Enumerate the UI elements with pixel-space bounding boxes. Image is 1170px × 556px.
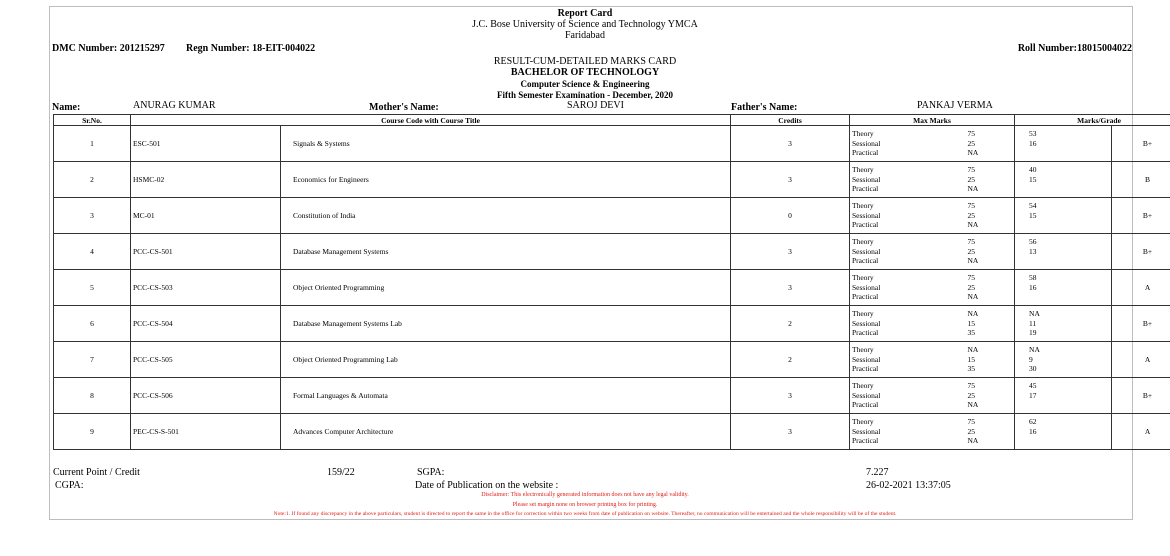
course-code-cell: PCC-CS-504	[131, 306, 281, 342]
father-label: Father's Name:	[731, 102, 798, 113]
marks-0: 40	[1029, 165, 1037, 175]
max-0: NA	[967, 309, 979, 319]
marks-1: 13	[1029, 246, 1037, 256]
regn-value: 18-EIT-004022	[252, 43, 316, 54]
course-title-cell: Database Management Systems Lab	[281, 306, 731, 342]
max-0: 75	[967, 165, 976, 175]
course-title-cell: Signals & Systems	[281, 126, 731, 162]
max-0: 75	[967, 273, 976, 283]
sr-no-cell: 7	[54, 342, 131, 378]
credits-cell: 3	[731, 234, 850, 270]
dmc-value: 201215297	[119, 43, 165, 54]
table-row	[54, 342, 1170, 378]
marks-2: 19	[1029, 328, 1037, 338]
max-1: 25	[967, 426, 976, 436]
table-header-row	[54, 115, 1170, 126]
degree-title: BACHELOR OF TECHNOLOGY	[510, 67, 660, 78]
component-label: Practical	[852, 220, 879, 230]
marks-1: 16	[1029, 282, 1037, 292]
course-code-cell: PCC-CS-505	[131, 342, 281, 378]
course-title-cell: Formal Languages & Automata	[281, 378, 731, 414]
table-row	[54, 126, 1170, 162]
max-0: 75	[967, 201, 976, 211]
branch-title: Computer Science & Engineering	[520, 79, 650, 89]
component-label: Theory	[852, 201, 874, 211]
course-code-cell: ESC-501	[131, 126, 281, 162]
component-label: Sessional	[852, 354, 881, 364]
course-code-cell: PEC-CS-S-501	[131, 414, 281, 450]
grade-cell: B+	[1112, 234, 1170, 270]
marks-0: 45	[1029, 381, 1037, 391]
component-label: Theory	[852, 129, 874, 139]
marks-obtained-cell	[1015, 270, 1112, 306]
marks-0: NA	[1029, 345, 1040, 355]
marks-obtained-cell	[1015, 342, 1112, 378]
max-marks-cell	[915, 162, 1015, 198]
component-labels-cell	[850, 414, 915, 450]
publication-date: 26-02-2021 13:37:05	[866, 480, 951, 491]
max-0: 75	[967, 381, 976, 391]
dmc-label: DMC Number:	[52, 43, 118, 54]
sgpa-value: 7.227	[866, 467, 889, 478]
component-label: Sessional	[852, 426, 881, 436]
marks-table	[53, 114, 1170, 450]
credits-cell: 3	[731, 378, 850, 414]
max-1: 25	[967, 282, 976, 292]
component-label: Theory	[852, 417, 874, 427]
max-2: 35	[967, 328, 976, 338]
max-1: 15	[967, 318, 976, 328]
max-2: NA	[967, 256, 979, 266]
marks-0: 56	[1029, 237, 1037, 247]
grade-cell: B	[1112, 162, 1170, 198]
marks-obtained-cell	[1015, 234, 1112, 270]
max-marks-cell	[915, 234, 1015, 270]
regn-label: Regn Number:	[186, 43, 250, 54]
marks-1: 9	[1029, 354, 1033, 364]
credits-cell: 3	[731, 162, 850, 198]
max-1: 25	[967, 174, 976, 184]
max-marks-cell	[915, 198, 1015, 234]
marks-2	[1029, 220, 1111, 230]
component-label: Sessional	[852, 210, 881, 220]
university-name: J.C. Bose University of Science and Technology YMCA	[472, 19, 698, 30]
marks-2	[1029, 148, 1111, 158]
credits-cell: 3	[731, 126, 850, 162]
header-course: Course Code with Course Title	[131, 115, 731, 126]
cgpa-label: CGPA:	[55, 480, 84, 491]
component-labels-cell	[850, 234, 915, 270]
discrepancy-note: Note:1. If found any discrepancy in the above particulars, student is directed to report the same in the office for correction within two weeks from date of publication on website. Thereafter, no communication will be entertained and the whole responsibility will be of the student.	[273, 511, 897, 517]
publication-label: Date of Publication on the website :	[415, 480, 559, 491]
component-label: Sessional	[852, 138, 881, 148]
header-credits: Credits	[731, 115, 850, 126]
component-label: Theory	[852, 165, 874, 175]
marks-2	[1029, 400, 1111, 410]
marks-0: NA	[1029, 309, 1040, 319]
marks-0: 62	[1029, 417, 1037, 427]
grade-cell: B+	[1112, 126, 1170, 162]
component-label: Theory	[852, 381, 874, 391]
max-2: NA	[967, 220, 979, 230]
max-1: 25	[967, 246, 976, 256]
sr-no-cell: 9	[54, 414, 131, 450]
credits-cell: 2	[731, 342, 850, 378]
marks-0: 53	[1029, 129, 1037, 139]
component-labels-cell	[850, 126, 915, 162]
mother-label: Mother's Name:	[369, 102, 439, 113]
marks-2	[1029, 436, 1111, 446]
marks-0: 54	[1029, 201, 1037, 211]
course-title-cell: Object Oriented Programming	[281, 270, 731, 306]
max-2: NA	[967, 400, 979, 410]
max-2: NA	[967, 436, 979, 446]
sgpa-label: SGPA:	[417, 467, 445, 478]
max-marks-cell	[915, 414, 1015, 450]
course-title-cell: Advances Computer Architecture	[281, 414, 731, 450]
component-label: Theory	[852, 273, 874, 283]
credits-cell: 3	[731, 414, 850, 450]
course-code-cell: HSMC-02	[131, 162, 281, 198]
table-row	[54, 198, 1170, 234]
marks-2: 30	[1029, 364, 1037, 374]
component-label: Sessional	[852, 390, 881, 400]
component-labels-cell	[850, 378, 915, 414]
course-title-cell: Constitution of India	[281, 198, 731, 234]
table-row	[54, 414, 1170, 450]
grade-cell: B+	[1112, 198, 1170, 234]
grade-cell: B+	[1112, 378, 1170, 414]
component-label: Theory	[852, 237, 874, 247]
course-title-cell: Object Oriented Programming Lab	[281, 342, 731, 378]
exam-title: Fifth Semester Examination - December, 2020	[497, 90, 673, 100]
component-labels-cell	[850, 198, 915, 234]
component-label: Practical	[852, 328, 879, 338]
roll-label: Roll Number:	[1017, 43, 1077, 54]
student-name: ANURAG KUMAR	[133, 100, 216, 111]
max-0: 75	[967, 237, 976, 247]
marks-1: 15	[1029, 210, 1037, 220]
header-max-marks: Max Marks	[850, 115, 1015, 126]
max-2: NA	[967, 148, 979, 158]
marks-2	[1029, 256, 1111, 266]
grade-cell: A	[1112, 342, 1170, 378]
component-label: Practical	[852, 292, 879, 302]
component-label: Sessional	[852, 318, 881, 328]
marks-obtained-cell	[1015, 162, 1112, 198]
credits-cell: 3	[731, 270, 850, 306]
component-label: Sessional	[852, 246, 881, 256]
marks-2	[1029, 184, 1111, 194]
max-0: NA	[967, 345, 979, 355]
name-label: Name:	[52, 102, 81, 113]
marks-1: 16	[1029, 426, 1037, 436]
grade-cell: B+	[1112, 306, 1170, 342]
component-label: Sessional	[852, 174, 881, 184]
max-2: NA	[967, 184, 979, 194]
mother-name: SAROJ DEVI	[567, 100, 624, 111]
max-2: NA	[967, 292, 979, 302]
max-2: 35	[967, 364, 976, 374]
table-row	[54, 270, 1170, 306]
grade-cell: A	[1112, 414, 1170, 450]
max-1: 25	[967, 138, 976, 148]
marks-1: 11	[1029, 318, 1037, 328]
component-label: Theory	[852, 309, 874, 319]
max-marks-cell	[915, 126, 1015, 162]
father-name: PANKAJ VERMA	[917, 100, 993, 111]
grade-cell: A	[1112, 270, 1170, 306]
component-label: Theory	[852, 345, 874, 355]
roll-number	[1018, 44, 1132, 54]
sr-no-cell: 5	[54, 270, 131, 306]
header-marks-grade: Marks/Grade	[1015, 115, 1170, 126]
report-title: Report Card	[557, 8, 613, 19]
marks-obtained-cell	[1015, 378, 1112, 414]
component-labels-cell	[850, 342, 915, 378]
sr-no-cell: 6	[54, 306, 131, 342]
sr-no-cell: 8	[54, 378, 131, 414]
point-credit-value: 159/22	[327, 467, 355, 478]
max-1: 25	[967, 210, 976, 220]
table-row	[54, 378, 1170, 414]
component-label: Practical	[852, 436, 879, 446]
table-row	[54, 306, 1170, 342]
table-row	[54, 234, 1170, 270]
course-code-cell: PCC-CS-503	[131, 270, 281, 306]
course-code-cell: MC-01	[131, 198, 281, 234]
marks-2	[1029, 292, 1111, 302]
course-code-cell: PCC-CS-501	[131, 234, 281, 270]
dmc-number	[52, 44, 165, 54]
header-sr-no: Sr.No.	[54, 115, 131, 126]
card-title: RESULT-CUM-DETAILED MARKS CARD	[493, 56, 677, 67]
component-label: Practical	[852, 256, 879, 266]
max-0: 75	[967, 417, 976, 427]
component-labels-cell	[850, 306, 915, 342]
course-title-cell: Database Management Systems	[281, 234, 731, 270]
credits-cell: 2	[731, 306, 850, 342]
component-label: Sessional	[852, 282, 881, 292]
course-title-cell: Economics for Engineers	[281, 162, 731, 198]
component-labels-cell	[850, 162, 915, 198]
university-city: Faridabad	[565, 30, 605, 41]
credits-cell: 0	[731, 198, 850, 234]
marks-0: 58	[1029, 273, 1037, 283]
component-label: Practical	[852, 364, 879, 374]
sr-no-cell: 4	[54, 234, 131, 270]
max-1: 15	[967, 354, 976, 364]
marks-1: 15	[1029, 174, 1037, 184]
max-marks-cell	[915, 342, 1015, 378]
marks-obtained-cell	[1015, 198, 1112, 234]
marks-obtained-cell	[1015, 126, 1112, 162]
sr-no-cell: 3	[54, 198, 131, 234]
roll-value: 18015004022	[1077, 43, 1132, 54]
sr-no-cell: 2	[54, 162, 131, 198]
course-code-cell: PCC-CS-506	[131, 378, 281, 414]
disclaimer-text: Disclaimer: This electronically generated information does not have any legal validity.	[481, 492, 689, 498]
marks-obtained-cell	[1015, 414, 1112, 450]
regn-number	[186, 44, 315, 54]
point-credit-label: Current Point / Credit	[53, 467, 140, 478]
component-label: Practical	[852, 148, 879, 158]
component-label: Practical	[852, 184, 879, 194]
component-label: Practical	[852, 400, 879, 410]
marks-1: 16	[1029, 138, 1037, 148]
max-marks-cell	[915, 306, 1015, 342]
marks-1: 17	[1029, 390, 1037, 400]
marks-table-body	[54, 126, 1170, 450]
sr-no-cell: 1	[54, 126, 131, 162]
table-row	[54, 162, 1170, 198]
max-marks-cell	[915, 270, 1015, 306]
print-note: Please set margin none on browser printing box for printing.	[512, 502, 658, 508]
marks-obtained-cell	[1015, 306, 1112, 342]
max-1: 25	[967, 390, 976, 400]
max-marks-cell	[915, 378, 1015, 414]
max-0: 75	[967, 129, 976, 139]
component-labels-cell	[850, 270, 915, 306]
